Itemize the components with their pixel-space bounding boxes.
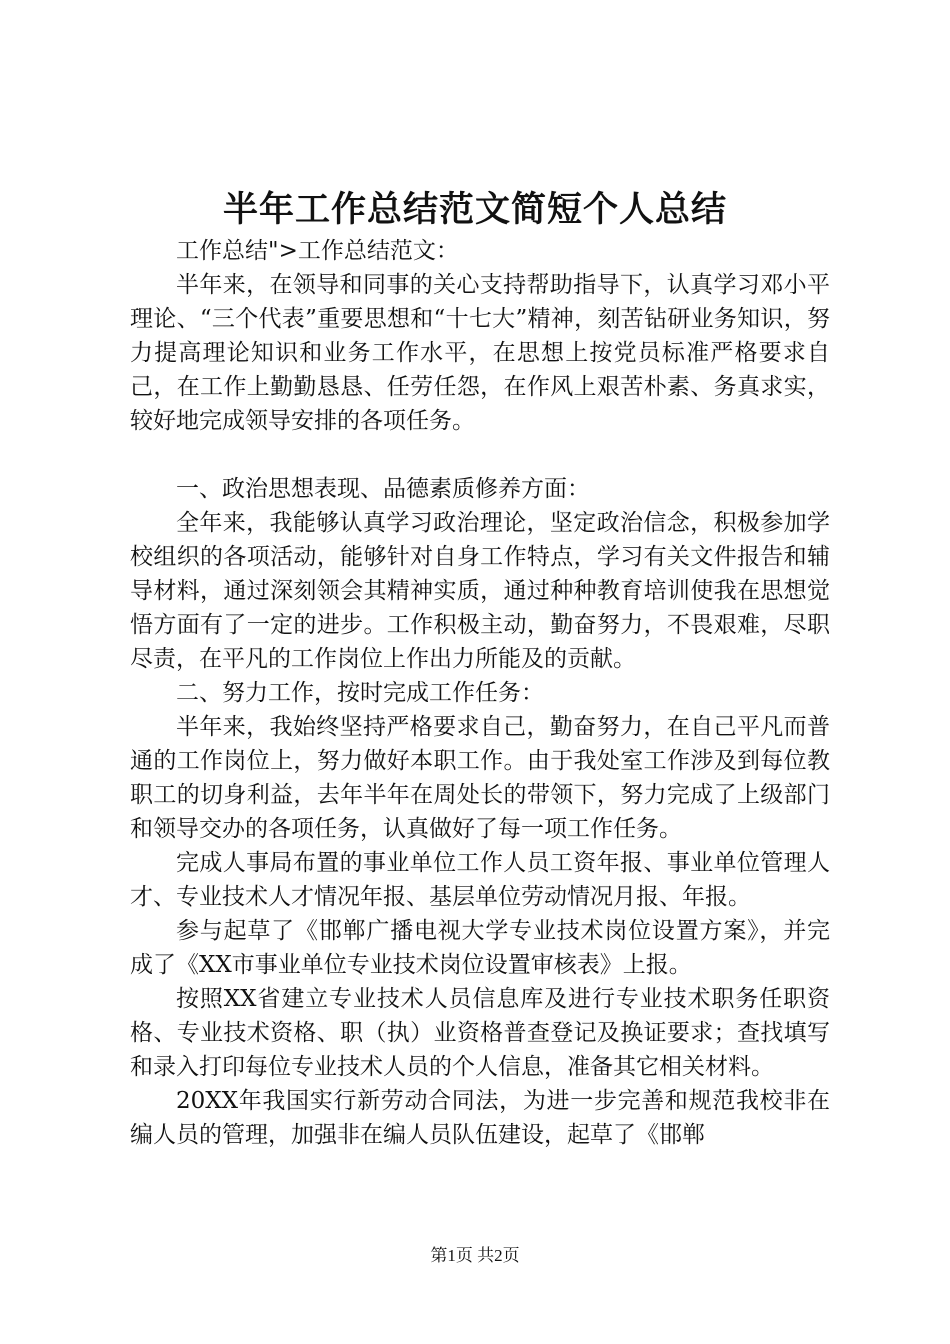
document-title: 半年工作总结范文简短个人总结 xyxy=(222,189,727,230)
paragraph-summary: 半年来，在领导和同事的关心支持帮助指导下，认真学习邓小平理论、“三个代表”重要思想和“十七大”精神，刻苦钻研业务知识，努力提高理论知识和业务工作水平，在思想上按党员标准严格要求自己，在工作上勤勤恳恳、任劳任怨，在作风上艰苦朴素、务真求实，较好地完成领导安排的各项任务。 xyxy=(130,272,830,434)
paragraph-work: 半年来，我始终坚持严格要求自己，勤奋努力，在自己平凡而普通的工作岗位上，努力做好本职工作。由于我处室工作涉及到每位教职工的切身利益，去年半年在周处长的带领下，努力完成了上级部门和领导交办的各项任务，认真做好了每一项工作任务。 xyxy=(130,714,830,842)
paragraph-drafting: 参与起草了《邯郸广播电视大学专业技术岗位设置方案》，并完成了《XX市事业单位专业技术岗位设置审核表》上报。 xyxy=(130,918,830,978)
section-heading-1: 一、政治思想表现、品德素质修养方面： xyxy=(176,476,590,502)
paragraph-annual-report: 完成人事局布置的事业单位工作人员工资年报、事业单位管理人才、专业技术人才情况年报、基层单位劳动情况月报、年报。 xyxy=(130,850,830,910)
paragraph-census: 按照XX省建立专业技术人员信息库及进行专业技术职务任职资格、专业技术资格、职（执）业资格普查登记及换证要求；查找填写和录入打印每位专业技术人员的个人信息，准备其它相关材料。 xyxy=(130,986,830,1080)
paragraph-political: 全年来，我能够认真学习政治理论，坚定政治信念，积极参加学校组织的各项活动，能够针对自身工作特点，学习有关文件报告和辅导材料，通过深刻领会其精神实质，通过种种教育培训使我在思想觉悟方面有了一定的进步。工作积极主动，勤奋努力，不畏艰难，尽职尽责，在平凡的工作岗位上作出力所能及的贡献。 xyxy=(130,510,830,672)
document-body xyxy=(130,234,830,1152)
intro-line: 工作总结">工作总结范文： xyxy=(176,238,459,264)
section-heading-2: 二、努力工作，按时完成工作任务： xyxy=(176,680,544,706)
page-footer: 第1页 共2页 xyxy=(430,1246,520,1265)
paragraph-labor-contract: 20XX年我国实行新劳动合同法，为进一步完善和规范我校非在编人员的管理，加强非在编人员队伍建设，起草了《邯郸 xyxy=(130,1088,830,1148)
